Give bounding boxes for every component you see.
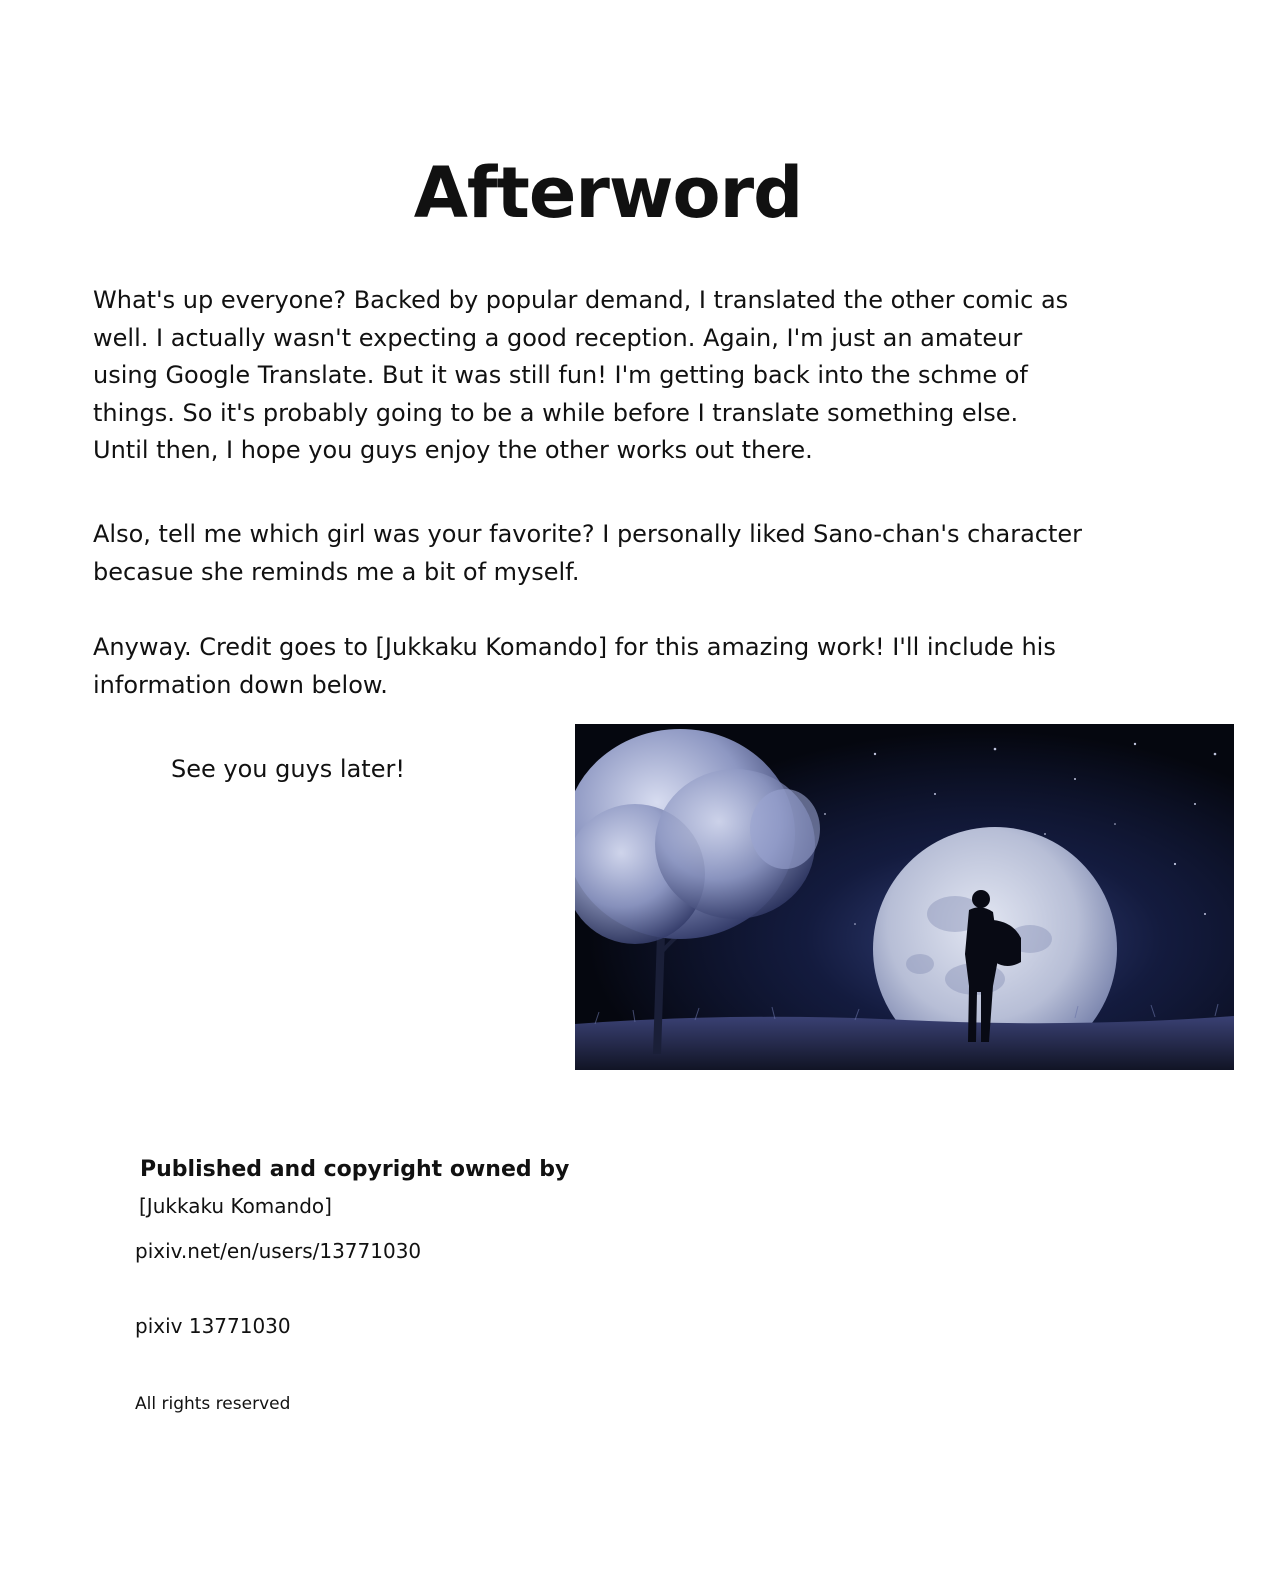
grass	[575, 1016, 1234, 1070]
rights-notice: All rights reserved	[135, 1394, 291, 1414]
paragraph-credit: Anyway. Credit goes to [Jukkaku Komando] for this amazing work! I'll include his information down below.	[93, 633, 1056, 699]
credits-heading: Published and copyright owned by	[140, 1157, 570, 1182]
pixiv-id: pixiv 13771030	[135, 1314, 291, 1338]
author-name: [Jukkaku Komando]	[139, 1194, 332, 1218]
pixiv-url: pixiv.net/en/users/13771030	[135, 1239, 422, 1263]
paragraph-intro: What's up everyone? Backed by popular demand, I translated the other comic as well. I actually wasn't expecting a good reception. Again, I'm just an amateur using Google Translate. But it was still fun! I'm getting back into the schme of things. So it's probably going to be a while before I translate something else. Until then, I hope you guys enjoy the other works out there.	[93, 286, 1069, 464]
page-title: Afterword	[413, 152, 803, 234]
paragraph-favorite: Also, tell me which girl was your favorite? I personally liked Sano-chan's character becasue she reminds me a bit of myself.	[93, 520, 1083, 586]
signoff-text: See you guys later!	[171, 755, 405, 783]
night-moon-silhouette-illustration	[575, 724, 1234, 1070]
